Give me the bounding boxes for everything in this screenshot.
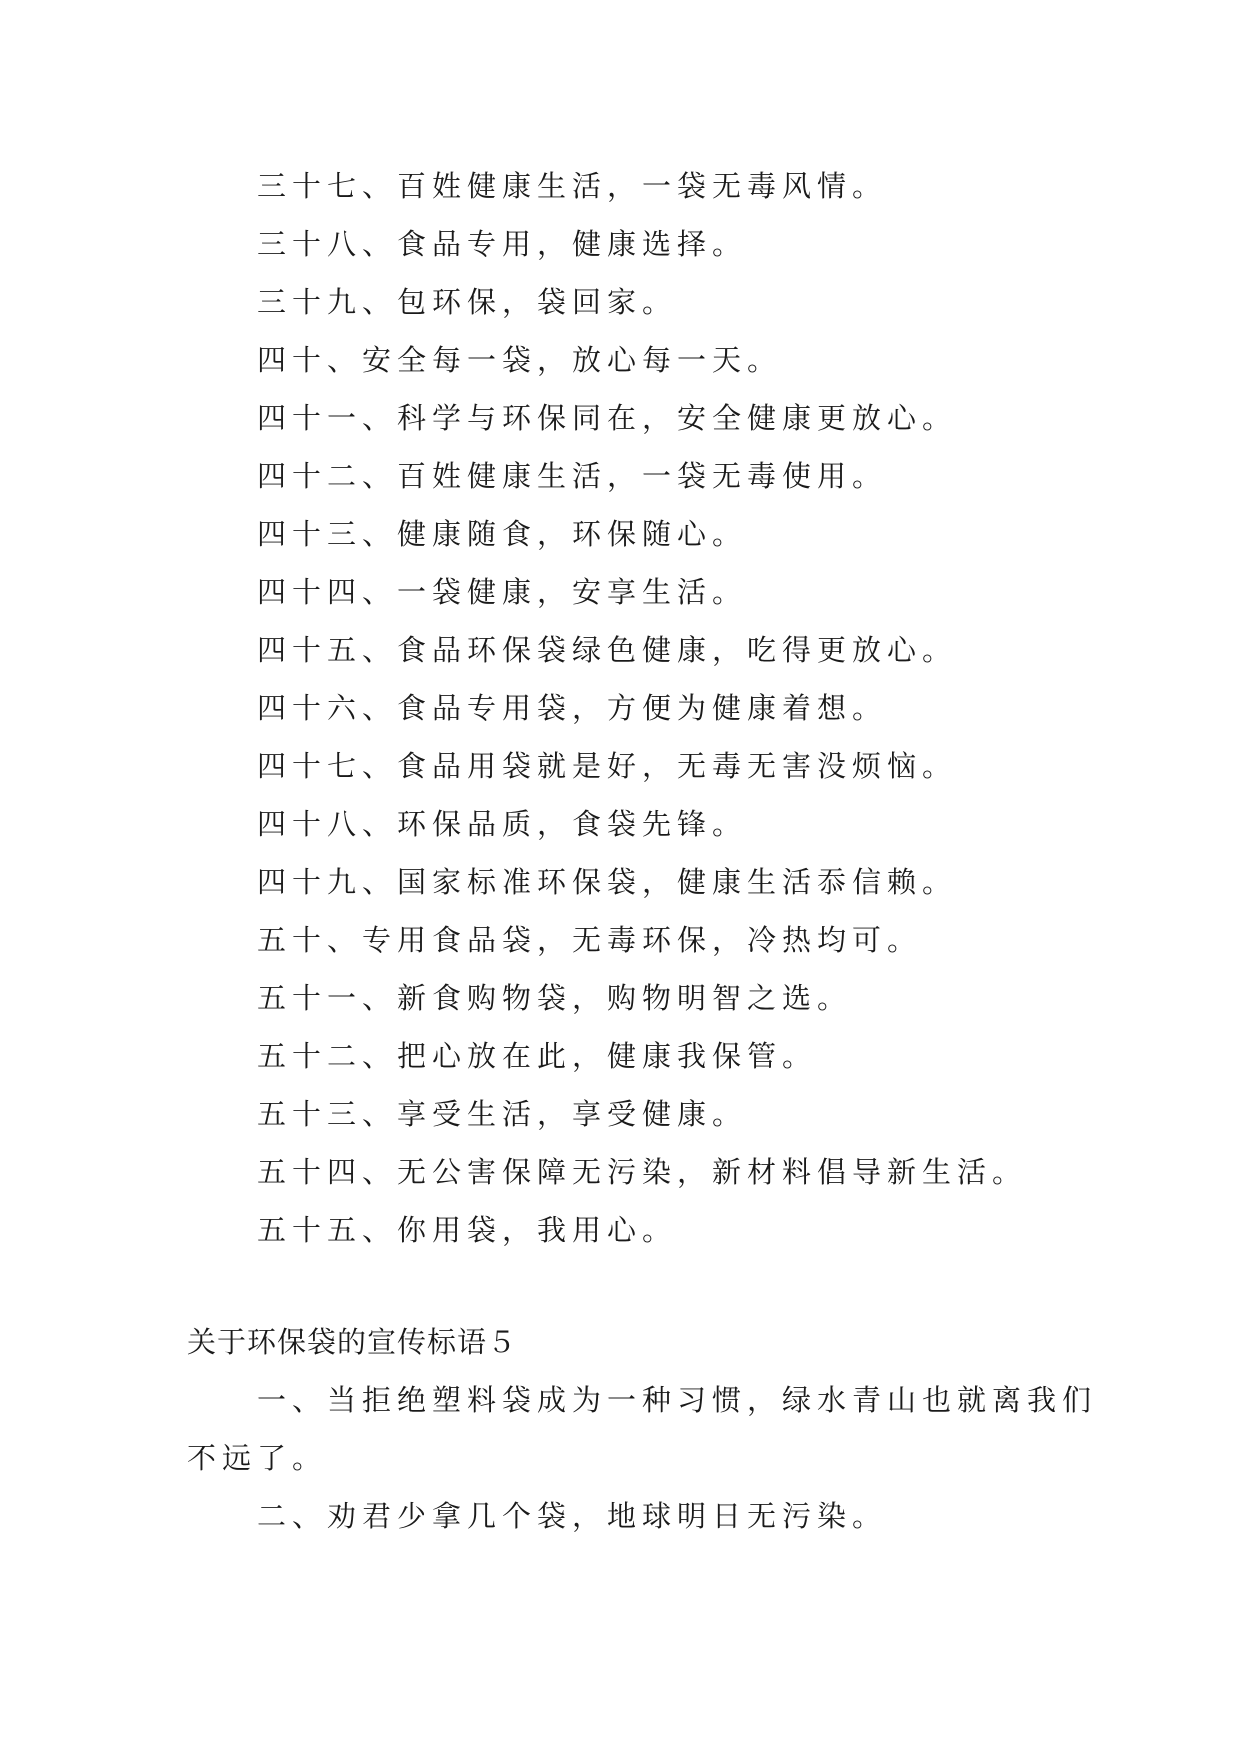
paragraph-1-line-2: 不远了。 — [187, 1441, 328, 1475]
slogan-45: 四十五、食品环保袋绿色健康，吃得更放心。 — [257, 633, 958, 667]
paragraph-2: 二、劝君少拿几个袋，地球明日无污染。 — [257, 1499, 888, 1533]
slogan-39: 三十九、包环保，袋回家。 — [257, 285, 678, 319]
slogan-48: 四十八、环保品质，食袋先锋。 — [257, 807, 748, 841]
slogan-41: 四十一、科学与环保同在，安全健康更放心。 — [257, 401, 958, 435]
slogan-47: 四十七、食品用袋就是好，无毒无害没烦恼。 — [257, 749, 958, 783]
slogan-52: 五十二、把心放在此，健康我保管。 — [257, 1039, 818, 1073]
slogan-51: 五十一、新食购物袋，购物明智之选。 — [257, 981, 853, 1015]
slogan-49: 四十九、国家标准环保袋，健康生活忝信赖。 — [257, 865, 958, 899]
slogan-42: 四十二、百姓健康生活，一袋无毒使用。 — [257, 459, 888, 493]
paragraph-1-line-1: 一、当拒绝塑料袋成为一种习惯，绿水青山也就离我们 — [257, 1383, 1098, 1417]
slogan-43: 四十三、健康随食，环保随心。 — [257, 517, 748, 551]
slogan-37: 三十七、百姓健康生活，一袋无毒风情。 — [257, 169, 888, 203]
slogan-40: 四十、安全每一袋，放心每一天。 — [257, 343, 783, 377]
slogan-44: 四十四、一袋健康，安享生活。 — [257, 575, 748, 609]
section-heading: 关于环保袋的宣传标语５ — [187, 1325, 518, 1359]
slogan-38: 三十八、食品专用，健康选择。 — [257, 227, 748, 261]
slogan-46: 四十六、食品专用袋，方便为健康着想。 — [257, 691, 888, 725]
slogan-54: 五十四、无公害保障无污染，新材料倡导新生活。 — [257, 1155, 1028, 1189]
slogan-55: 五十五、你用袋，我用心。 — [257, 1213, 678, 1247]
slogan-53: 五十三、享受生活，享受健康。 — [257, 1097, 748, 1131]
slogan-50: 五十、专用食品袋，无毒环保，冷热均可。 — [257, 923, 923, 957]
